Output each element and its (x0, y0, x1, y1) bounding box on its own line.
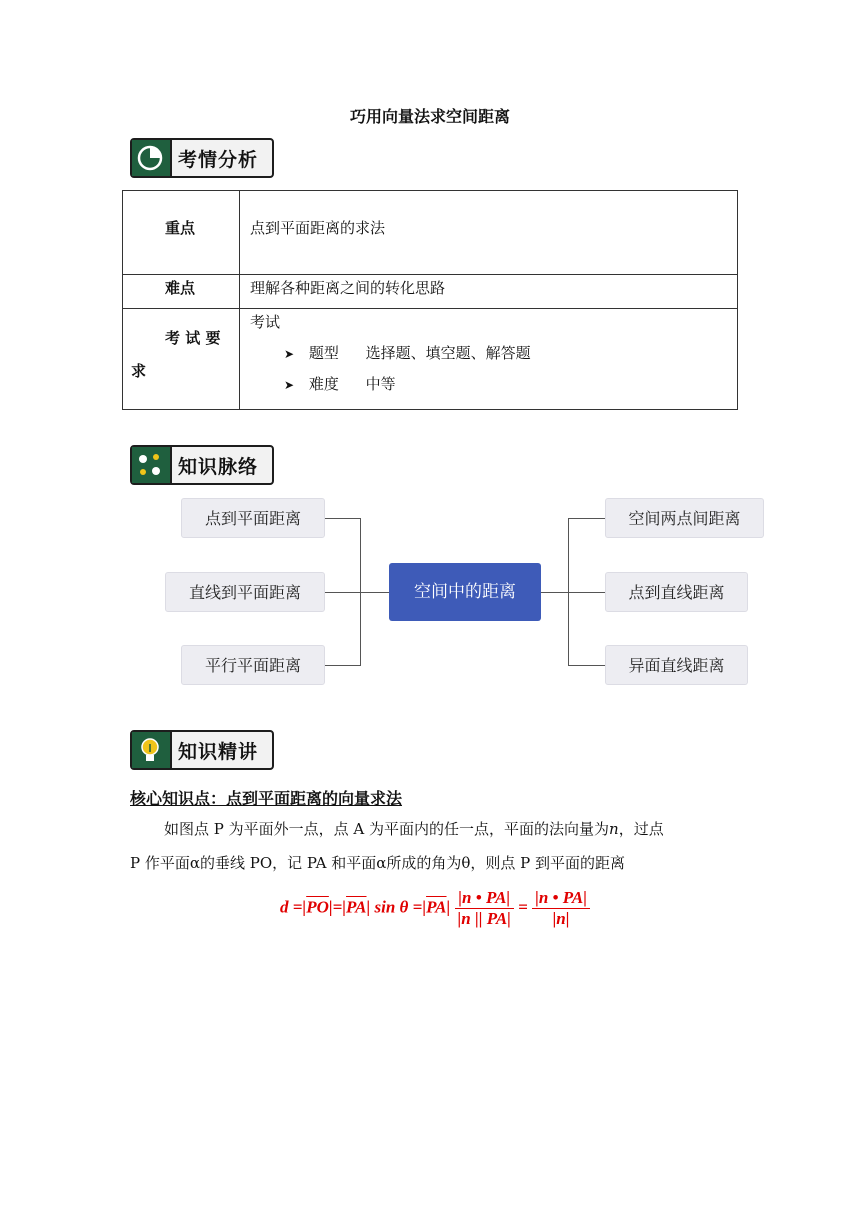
section-header-analysis (130, 138, 274, 178)
arrow-bullet-icon: ➤ (284, 347, 295, 361)
table-row-head: 考 试 要 (165, 329, 221, 347)
vector-n: n (609, 820, 619, 838)
analysis-table (122, 190, 738, 410)
distance-formula: $d =|\overline{PO}|=|\overline{PA}|$ $\sin \theta =|\overline{PA}|$ $\frac{|n • PA|}{|n || PA|}$ = $\frac{|n • PA|}{|n|}$ (280, 888, 590, 929)
table-row-body: 考试 (250, 313, 281, 331)
table-row (123, 275, 738, 309)
table-row (123, 309, 738, 410)
subheading: 核心知识点：点到平面距离的向量求法 (130, 789, 403, 808)
section-header-lecture (130, 730, 274, 770)
connector-line (541, 592, 569, 593)
connector-line (325, 592, 361, 593)
mindmap-node-left: 平行平面距离 (181, 645, 325, 685)
pie-chart-icon (132, 140, 172, 176)
dots-icon (132, 447, 172, 483)
mindmap-node-right: 空间两点间距离 (605, 498, 764, 538)
paragraph-line: P 作平面α的垂线 PO，记 PA 和平面α所成的角为θ，则点 P 到平面的距离 (130, 854, 626, 872)
mindmap-node-left: 点到平面距离 (181, 498, 325, 538)
section-header-label: 知识脉络 (178, 456, 259, 478)
connector-line (360, 592, 389, 593)
table-row-body: 点到平面距离的求法 (250, 219, 386, 237)
arrow-bullet-icon: ➤ (284, 378, 295, 392)
connector-line (568, 592, 605, 593)
connector-line (568, 665, 605, 666)
connector-line (568, 518, 605, 519)
section-header-context (130, 445, 274, 485)
table-row (123, 191, 738, 275)
mindmap-node-left: 直线到平面距离 (165, 572, 325, 612)
fraction: $\frac{|n • PA|}{|n|}$ (532, 888, 590, 929)
mindmap-node-right: 点到直线距离 (605, 572, 748, 612)
table-row-head-cont: 求 (131, 362, 147, 380)
table-row-body: 理解各种距离之间的转化思路 (250, 279, 446, 297)
section-header-label: 知识精讲 (178, 741, 259, 763)
mindmap-center-node: 空间中的距离 (389, 563, 541, 621)
table-row-head: 难点 (165, 279, 196, 297)
lightbulb-icon (132, 732, 172, 768)
section-header-label: 考情分析 (178, 149, 259, 171)
list-item: ➤ 题型 选择题、填空题、解答题 (284, 344, 531, 362)
mindmap-node-right: 异面直线距离 (605, 645, 748, 685)
connector-line (325, 518, 361, 519)
document-title: 巧用向量法求空间距离 (349, 107, 510, 126)
paragraph-line: 如图点 P 为平面外一点，点 A 为平面内的任一点，平面的法向量为n，过点 (164, 820, 664, 838)
connector-line (325, 665, 361, 666)
table-row-head: 重点 (165, 219, 196, 237)
list-item: ➤ 难度 中等 (284, 375, 396, 393)
fraction: $\frac{|n • PA|}{|n || PA|}$ (455, 888, 514, 929)
